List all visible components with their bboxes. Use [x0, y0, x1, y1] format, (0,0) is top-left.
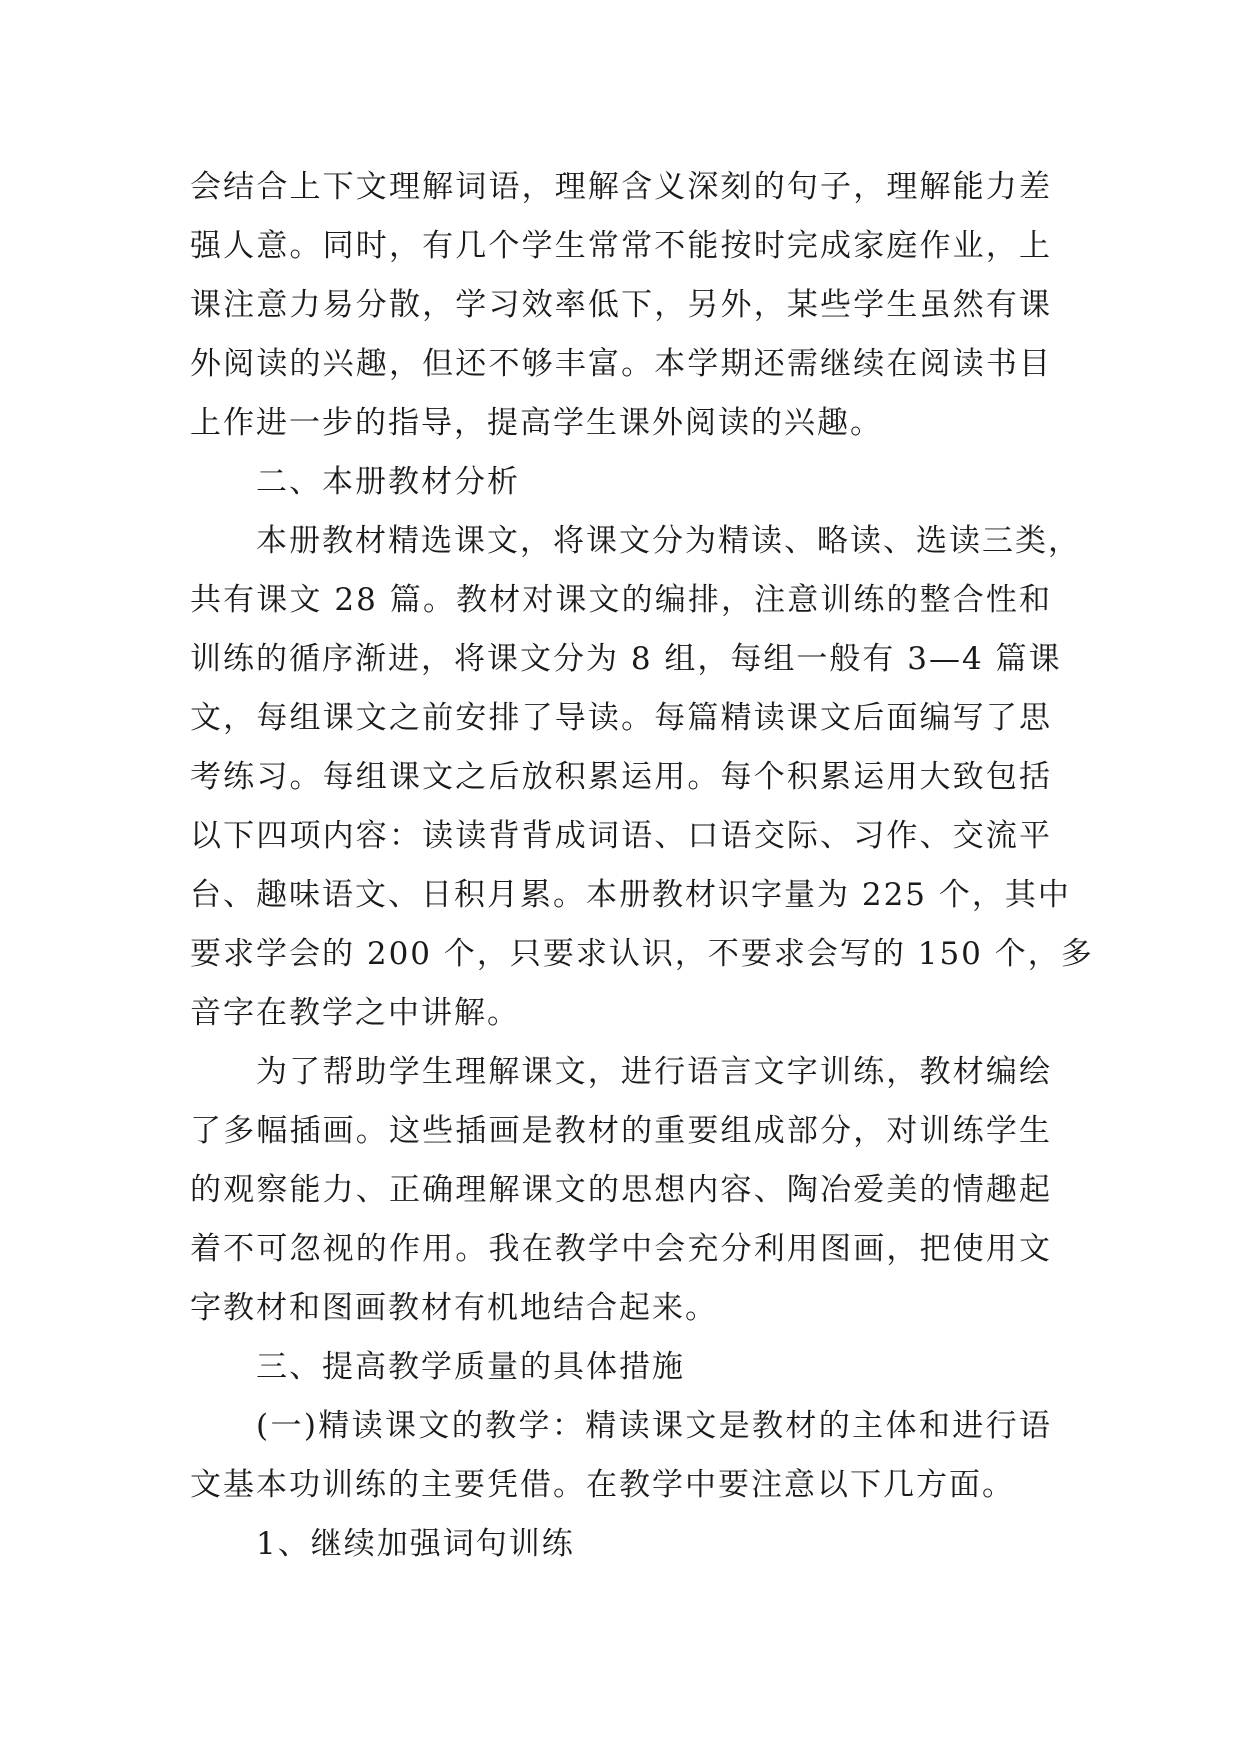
document-body [190, 158, 1094, 1574]
text-line: 为了帮助学生理解课文，进行语言文字训练，教材编绘 [256, 1054, 1052, 1090]
text-line: 外阅读的兴趣，但还不够丰富。本学期还需继续在阅读书目 [190, 346, 1052, 382]
section-heading [190, 1338, 1052, 1397]
text-line: 要求学会的 200 个，只要求认识，不要求会写的 150 个，多 [190, 936, 1094, 972]
text-line: 了多幅插画。这些插画是教材的重要组成部分，对训练学生 [190, 1113, 1052, 1149]
text-line: 共有课文 28 篇。教材对课文的编排，注意训练的整合性和 [190, 582, 1052, 618]
text-line: 考练习。每组课文之后放积累运用。每个积累运用大致包括 [190, 759, 1052, 795]
paragraph [190, 512, 1094, 1043]
section-heading [190, 453, 1052, 512]
text-line: 文基本功训练的主要凭借。在教学中要注意以下几方面。 [190, 1467, 1015, 1503]
text-line: 的观察能力、正确理解课文的思想内容、陶冶爱美的情趣起 [190, 1172, 1052, 1208]
text-line: 台、趣味语文、日积月累。本册教材识字量为 225 个，其中 [190, 877, 1071, 913]
text-line: 强人意。同时，有几个学生常常不能按时完成家庭作业，上 [190, 228, 1052, 264]
text-line: 本册教材精选课文，将课文分为精读、略读、选读三类， [256, 523, 1081, 559]
text-line: 音字在教学之中讲解。 [190, 995, 520, 1031]
paragraph [190, 1043, 1052, 1338]
text-line: 文，每组课文之前安排了导读。每篇精读课文后面编写了思 [190, 700, 1052, 736]
text-line: 1、继续加强词句训练 [256, 1526, 575, 1562]
section-heading [190, 1515, 1052, 1574]
text-line: 二、本册教材分析 [256, 464, 520, 500]
text-line: 课注意力易分散，学习效率低下，另外，某些学生虽然有课 [190, 287, 1052, 323]
text-line: (一)精读课文的教学：精读课文是教材的主体和进行语 [256, 1408, 1052, 1444]
paragraph [190, 1397, 1052, 1515]
text-line: 上作进一步的指导，提高学生课外阅读的兴趣。 [190, 405, 883, 441]
text-line: 三、提高教学质量的具体措施 [256, 1349, 685, 1385]
paragraph [190, 158, 1052, 453]
text-line: 会结合上下文理解词语，理解含义深刻的句子，理解能力差 [190, 169, 1052, 205]
text-line: 以下四项内容：读读背背成词语、口语交际、习作、交流平 [190, 818, 1052, 854]
text-line: 着不可忽视的作用。我在教学中会充分利用图画，把使用文 [190, 1231, 1052, 1267]
text-line: 字教材和图画教材有机地结合起来。 [190, 1290, 718, 1326]
text-line: 训练的循序渐进，将课文分为 8 组，每组一般有 3—4 篇课 [190, 641, 1062, 677]
